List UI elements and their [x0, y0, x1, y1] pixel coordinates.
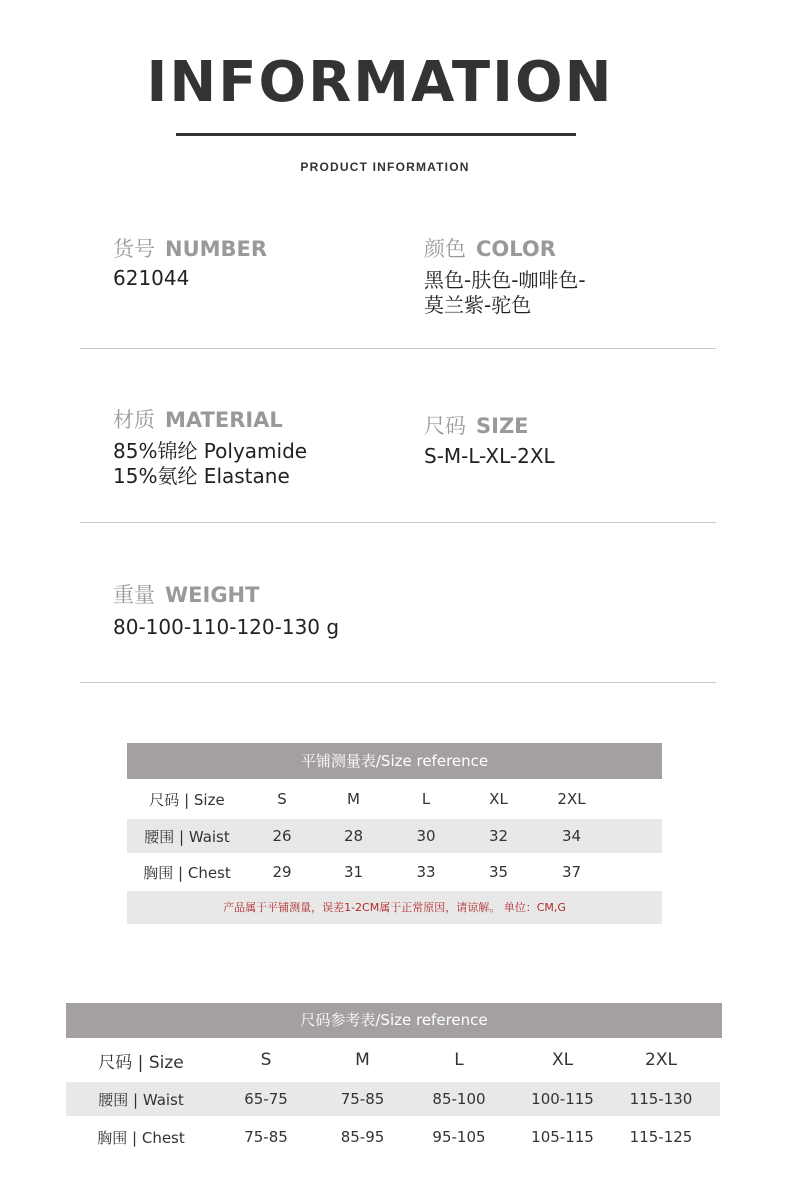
table-cell: 115-125	[629, 1128, 693, 1146]
table-cell: 37	[561, 863, 582, 881]
size-value: S-M-L-XL-2XL	[424, 444, 555, 468]
flat-size-table	[127, 743, 662, 924]
table-cell: 100-115	[531, 1090, 594, 1108]
table-cell: 29	[272, 863, 292, 881]
weight-label-zh: 重量	[113, 583, 155, 607]
table-cell: M	[355, 1050, 370, 1070]
size-label	[424, 410, 529, 440]
table-cell: 65-75	[244, 1090, 288, 1108]
weight-label	[113, 579, 259, 609]
section-divider	[80, 682, 716, 683]
table-cell: 35	[488, 863, 509, 881]
material-value-line-1: 85%锦纶 Polyamide	[113, 439, 308, 463]
table-cell: 26	[272, 827, 292, 845]
table-cell: 33	[416, 863, 436, 881]
flat-table-title: 平铺测量表/Size reference	[127, 743, 662, 779]
material-value-line-2: 15%氨纶 Elastane	[113, 464, 290, 488]
size-label-en: SIZE	[476, 414, 529, 438]
number-label-en: NUMBER	[165, 237, 268, 261]
table-cell: XL	[489, 790, 508, 808]
table-cell: M	[347, 790, 360, 808]
weight-value: 80-100-110-120-130 g	[113, 615, 340, 639]
title-underline	[176, 133, 576, 136]
ref-table-title: 尺码参考表/Size reference	[66, 1003, 722, 1038]
table-cell: 28	[343, 827, 364, 845]
color-label	[424, 233, 556, 263]
table-row	[127, 853, 662, 891]
table-cell: 30	[416, 827, 436, 845]
table-cell: 75-85	[340, 1090, 385, 1108]
reference-size-table	[66, 1003, 722, 1158]
row-label: 腰围 | Waist	[144, 827, 230, 846]
material-label-en: MATERIAL	[165, 408, 283, 432]
table-cell: L	[421, 790, 431, 808]
weight-label-en: WEIGHT	[165, 583, 260, 607]
table-row	[66, 1082, 720, 1116]
row-label: 腰围 | Waist	[98, 1090, 184, 1109]
section-divider	[80, 348, 716, 349]
number-value: 621044	[113, 266, 190, 290]
table-cell: 2XL	[557, 790, 586, 808]
row-label: 胸围 | Chest	[143, 863, 231, 882]
size-label-zh: 尺码	[424, 414, 466, 438]
color-label-en: COLOR	[476, 237, 556, 261]
row-label: 尺码 | Size	[98, 1052, 184, 1073]
page-title: INFORMATION	[146, 50, 614, 115]
table-cell: L	[454, 1050, 464, 1070]
measurement-note: 产品属于平铺测量，误差1-2CM属于正常原因，请谅解。 单位：CM,G	[127, 891, 662, 924]
table-cell: 105-115	[531, 1128, 594, 1146]
table-cell: 75-85	[244, 1128, 288, 1146]
material-label	[113, 404, 283, 434]
row-label: 胸围 | Chest	[97, 1128, 185, 1147]
color-value-line-2: 莫兰紫-驼色	[424, 293, 532, 317]
color-label-zh: 颜色	[424, 237, 466, 261]
page-subtitle: PRODUCT INFORMATION	[300, 160, 470, 174]
table-row	[66, 1038, 722, 1082]
section-divider	[80, 522, 716, 523]
number-label-zh: 货号	[113, 237, 155, 261]
table-cell: 32	[488, 827, 509, 845]
color-value-line-1: 黑色-肤色-咖啡色-	[424, 268, 586, 292]
table-row	[127, 779, 662, 819]
table-cell: 85-95	[340, 1128, 385, 1146]
table-cell: S	[277, 790, 287, 808]
table-cell: 2XL	[645, 1050, 677, 1070]
table-cell: 34	[561, 827, 582, 845]
table-cell: 95-105	[432, 1128, 486, 1146]
table-cell: XL	[551, 1050, 574, 1070]
table-cell: 85-100	[432, 1090, 486, 1108]
table-row	[66, 1116, 722, 1158]
table-cell: 31	[343, 863, 364, 881]
row-label: 尺码 | Size	[149, 790, 225, 809]
number-label	[113, 233, 267, 263]
table-row	[127, 819, 662, 853]
material-label-zh: 材质	[113, 408, 155, 432]
table-cell: S	[260, 1050, 272, 1070]
table-cell: 115-130	[629, 1090, 693, 1108]
